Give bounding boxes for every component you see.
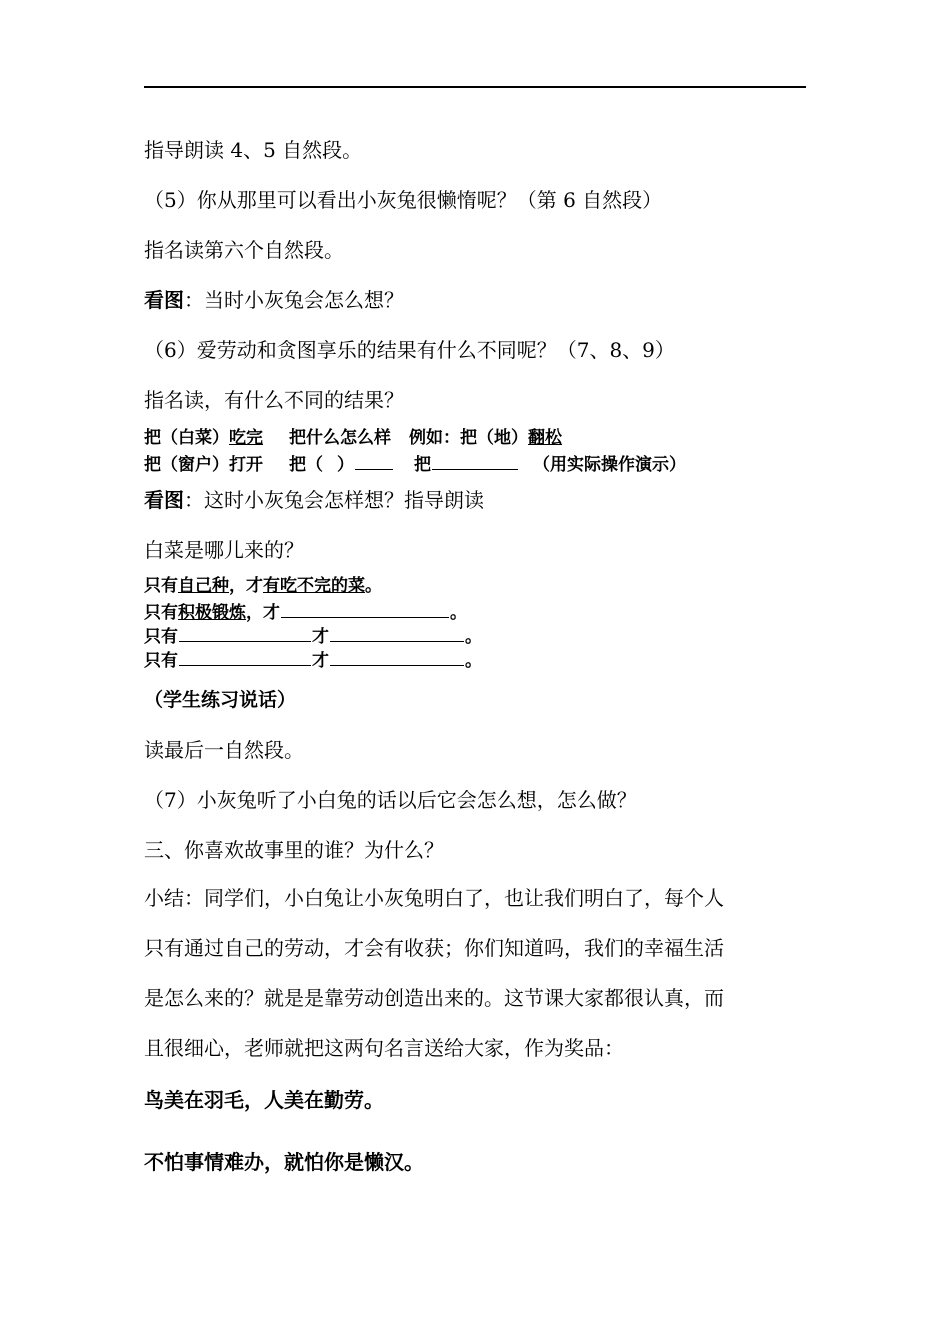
ba-fill-1-open: 把（ [289,455,323,475]
ba-example-3: 把（窗户）打开 [144,455,263,475]
zhiyou-1-b-u: 有吃不完的菜 [263,576,365,596]
ba-blank-1 [355,452,393,470]
demo-note: （用实际操作演示） [533,455,686,475]
summary-line-2: 只有通过自己的劳动，才会有收获；你们知道吗，我们的幸福生活 [144,936,724,960]
look-picture-label: 看图 [144,288,184,312]
question-6: （6）爱劳动和贪图享乐的结果有什么不同呢？（7、8、9） [144,338,675,362]
zhiyou-2-blank [281,600,449,618]
zhiyou-row-4 [144,648,482,671]
zhiyou-2-a-u: 积极锻炼 [178,603,246,623]
zhiyou-2-b: ，才 [246,603,280,623]
zhiyou-1-b: ，才 [229,576,263,596]
zhiyou-3-b: 才 [312,627,329,647]
question-5: （5）你从那里可以看出小灰兔很懒惰呢？（第 6 自然段） [144,188,663,212]
zhiyou-3-a: 只有 [144,627,178,647]
look-picture-1 [144,288,404,312]
ba-fill-1-close: ） [337,455,354,475]
zhiyou-1-end: 。 [365,576,382,596]
zhiyou-4-a: 只有 [144,651,178,671]
look-picture-2 [144,488,484,512]
header-rule [144,86,806,88]
read-paragraph-6: 指名读第六个自然段。 [144,238,344,262]
read-last-paragraph: 读最后一自然段。 [144,738,304,762]
zhiyou-2-a: 只有 [144,603,178,623]
look-picture-text: ：当时小灰兔会怎么想？ [184,288,404,312]
motto-2: 不怕事情难办，就怕你是懒汉。 [144,1150,424,1174]
zhiyou-4-blank-a [179,648,311,666]
ba-example-1: 把（白菜） [144,428,229,448]
student-practice: （学生练习说话） [144,689,297,711]
zhiyou-3-blank-b [330,624,464,642]
ba-blank-2 [432,452,518,470]
ba-example-2: 例如：把（地） [409,428,528,448]
zhiyou-2-end: 。 [450,603,467,623]
summary-line-1: 小结：同学们，小白兔让小灰兔明白了，也让我们明白了，每个人 [144,886,724,910]
guide-read-line: 指导朗读 4、5 自然段。 [144,138,363,162]
look-picture-2-label: 看图 [144,488,184,512]
section-three: 三、你喜欢故事里的谁？为什么？ [144,838,444,862]
zhiyou-3-blank-a [179,624,311,642]
zhiyou-row-3 [144,624,482,647]
ba-example-2-verb: 翻松 [528,428,562,448]
motto-1: 鸟美在羽毛，人美在勤劳。 [144,1088,384,1112]
ba-row-1 [144,428,562,448]
zhiyou-row-2 [144,600,467,623]
zhiyou-4-b: 才 [312,651,329,671]
cabbage-question: 白菜是哪儿来的？ [144,538,304,562]
zhiyou-4-end: 。 [465,651,482,671]
question-7: （7）小灰兔听了小白兔的话以后它会怎么想，怎么做？ [144,788,637,812]
zhiyou-3-end: 。 [465,627,482,647]
zhiyou-row-1 [144,576,382,596]
zhiyou-4-blank-b [330,648,464,666]
ba-row-2 [144,452,686,475]
summary-line-3: 是怎么来的？就是是靠劳动创造出来的。这节课大家都很认真，而 [144,986,724,1010]
ba-fill-2: 把 [414,455,431,475]
zhiyou-1-a: 只有 [144,576,178,596]
zhiyou-1-a-u: 自己种 [178,576,229,596]
ba-example-1-verb: 吃完 [229,428,263,448]
look-picture-2-text: ：这时小灰兔会怎样想？指导朗读 [184,488,484,512]
ba-pattern: 把什么怎么样 [289,428,391,448]
summary-line-4: 且很细心，老师就把这两句名言送给大家，作为奖品： [144,1036,624,1060]
read-difference: 指名读，有什么不同的结果？ [144,388,404,412]
